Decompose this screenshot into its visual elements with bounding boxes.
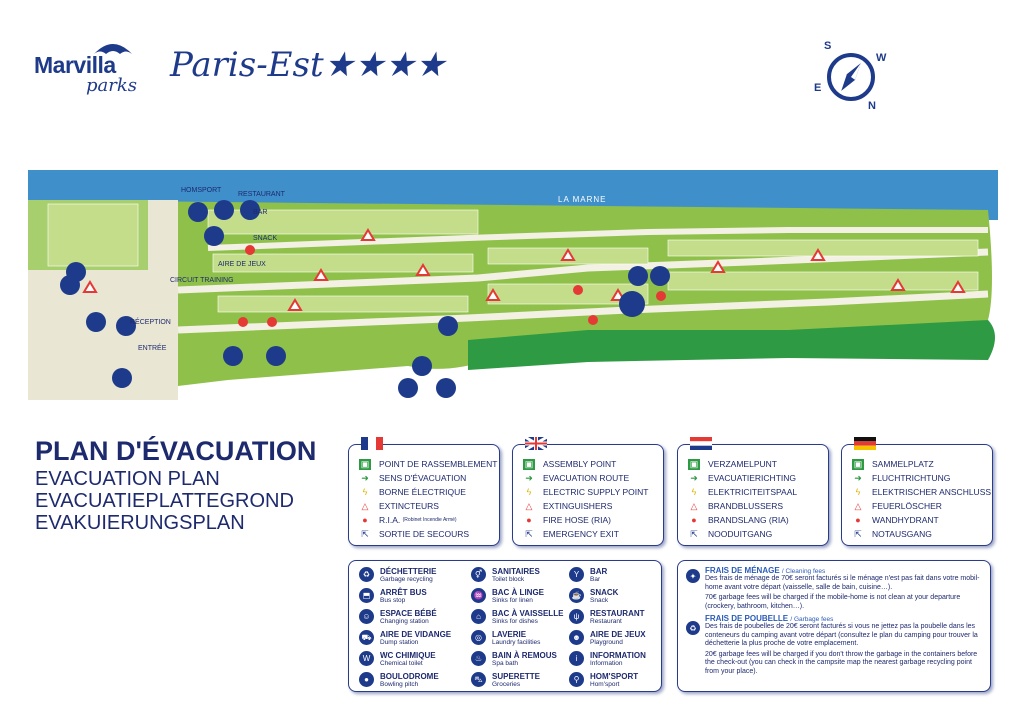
- chemical-toilet-icon: W: [359, 651, 374, 666]
- compass-w: W: [876, 52, 887, 64]
- playground-icon: ☻: [569, 630, 584, 645]
- laundry-icon: ◎: [471, 630, 486, 645]
- flag-de-icon: [854, 437, 876, 450]
- compass-e: E: [814, 82, 822, 94]
- entrance-label: ENTRÉE: [138, 345, 167, 352]
- service-item: ♨ BAIN À REMOUS Spa bath: [471, 651, 571, 671]
- service-item: Y BAR Bar: [569, 567, 659, 587]
- bus-icon: ⬒: [359, 588, 374, 603]
- garbage-icon: ♻: [686, 621, 700, 635]
- service-item: ⚥ SANITAIRES Toilet block: [471, 567, 571, 587]
- grocery-icon: ⛍: [471, 672, 486, 687]
- emergency-exit-icon: ⇱: [361, 528, 369, 539]
- restaurant-icon: ψ: [569, 609, 584, 624]
- campsite-map: [28, 170, 998, 400]
- compass-s: S: [824, 40, 832, 52]
- evacuation-title-nl: EVACUATIEPLATTEGROND: [35, 490, 294, 512]
- dump-station-icon: ⛟: [359, 630, 374, 645]
- service-item: ⌂ BAC À VAISSELLE Sinks for dishes: [471, 609, 571, 629]
- linen-sink-icon: ♒: [471, 588, 486, 603]
- flag-nl-icon: [690, 437, 712, 450]
- cleaning-icon: ✦: [686, 569, 700, 583]
- river-label: LA MARNE: [558, 195, 607, 204]
- circuit-training-label: CIRCUIT TRAINING: [170, 277, 234, 284]
- toilet-icon: ⚥: [471, 567, 486, 582]
- service-item: i INFORMATION Information: [569, 651, 659, 671]
- legend-fr: ▣ POINT DE RASSEMBLEMENT ➜ SENS D'ÉVACUATION ϟ BORNE ÉLECTRIQUE △ EXTINCTEURS ● R.I.A. (Robinet Incendie Armé) ⇱ SORTIE DE SECOURS: [348, 444, 500, 546]
- bar-label: BAR: [253, 209, 268, 216]
- brand-sub: parks: [86, 75, 138, 96]
- service-item: ♒ BAC À LINGE Sinks for linen: [471, 588, 571, 608]
- services-legend: [348, 560, 662, 692]
- service-item: ☺ ESPACE BÉBÉ Changing station: [359, 609, 459, 629]
- snack-label: SNACK: [253, 235, 278, 242]
- boules-icon: ●: [359, 672, 374, 687]
- snack-icon: ☕: [569, 588, 584, 603]
- services-col-3: [569, 567, 659, 693]
- assembly-point-icon: ▣: [360, 458, 370, 469]
- information-icon: i: [569, 651, 584, 666]
- service-item: ψ RESTAURANT Restaurant: [569, 609, 659, 629]
- brand-name: Marvilla: [34, 52, 116, 78]
- site-name: Paris-Est★★★★: [170, 45, 446, 85]
- fees-box: [677, 560, 991, 692]
- homsport-label: HOMSPORT: [181, 187, 222, 194]
- service-item: ⛍ SUPERETTE Groceries: [471, 672, 571, 692]
- service-item: W WC CHIMIQUE Chemical toilet: [359, 651, 459, 671]
- cleaning-fees-en: 70€ garbage fees will be charged if the mobile-home is not clean at your departure (crockery, bathroom, kitchen…).: [705, 594, 961, 610]
- service-item: ● BOULODROME Bowling pitch: [359, 672, 459, 692]
- service-item: ⬒ ARRÊT BUS Bus stop: [359, 588, 459, 608]
- evacuation-title: PLAN D'ÉVACUATION: [35, 436, 317, 466]
- compass-rose: [812, 38, 890, 116]
- extinguisher-icon: △: [361, 500, 369, 511]
- service-item: ☕ SNACK Snack: [569, 588, 659, 608]
- compass-n: N: [868, 100, 876, 112]
- reception-label: RÉCEPTION: [130, 319, 171, 326]
- service-item: ◎ LAVERIE Laundry facilities: [471, 630, 571, 650]
- service-item: ⛟ AIRE DE VIDANGE Dump station: [359, 630, 459, 650]
- garbage-fees-title: FRAIS DE POUBELLE / Garbage fees: [705, 614, 834, 623]
- service-item: ♻ DÉCHETTERIE Garbage recycling: [359, 567, 459, 587]
- marvilla-logo: [34, 40, 154, 100]
- garbage-fees-en: 20€ garbage fees will be charged if you don't throw the garbage in the containers before the check-out (you can check in the campsite map the nearest garbage recycling point from your place).: [705, 650, 978, 675]
- cleaning-fees-fr: Des frais de ménage de 70€ seront facturés si le ménage n'est pas fait dans votre mobil-home avant votre départ (vaisselle, salle de bain, cuisine…).: [705, 575, 980, 591]
- flag-uk-icon: [525, 437, 547, 450]
- legend-nl: ▣ VERZAMELPUNT ➜ EVACUATIERICHTING ϟ ELEKTRICITEITSPAAL △ BRANDBLUSSERS ● BRANDSLANG (RIA) ⇱ NOODUITGANG: [677, 444, 829, 546]
- service-item: ☻ AIRE DE JEUX Playground: [569, 630, 659, 650]
- playground-label: AIRE DE JEUX: [218, 261, 266, 268]
- evacuation-title-en: EVACUATION PLAN: [35, 468, 220, 490]
- homsport-icon: ⚲: [569, 672, 584, 687]
- dish-sink-icon: ⌂: [471, 609, 486, 624]
- evacuation-arrow-icon: ➜: [361, 472, 369, 483]
- recycling-icon: ♻: [359, 567, 374, 582]
- garbage-fees-fr: Des frais de poubelles de 20€ seront facturés si vous ne jettez pas la poubelle dans les conteneurs du camping avant votre départ (consultez le plan du camping pour trouver la déchetterie la plus proche de votre emplacement.: [705, 623, 978, 647]
- services-col-1: [359, 567, 459, 693]
- bar-icon: Y: [569, 567, 584, 582]
- cleaning-fees-title: FRAIS DE MÉNAGE / Cleaning fees: [705, 566, 826, 575]
- legend-en: ▣ ASSEMBLY POINT ➜ EVACUATION ROUTE ϟ ELECTRIC SUPPLY POINT △ EXTINGUISHERS ● FIRE HOSE (RIA) ⇱ EMERGENCY EXIT: [512, 444, 664, 546]
- legend-de: ▣ SAMMELPLATZ ➜ FLUCHTRICHTUNG ϟ ELEKTRISCHER ANSCHLUSS △ FEUERLÖSCHER ● WANDHYDRANT ⇱ NOTAUSGANG: [841, 444, 993, 546]
- service-item: ⚲ HOM'SPORT Hom'sport: [569, 672, 659, 692]
- evacuation-title-de: EVAKUIERUNGSPLAN: [35, 512, 245, 534]
- services-col-2: [471, 567, 571, 693]
- flag-fr-icon: [361, 437, 383, 450]
- fire-hose-icon: ●: [362, 515, 368, 525]
- restaurant-label: RESTAURANT: [238, 191, 285, 198]
- spa-icon: ♨: [471, 651, 486, 666]
- electric-icon: ϟ: [362, 487, 368, 497]
- baby-icon: ☺: [359, 609, 374, 624]
